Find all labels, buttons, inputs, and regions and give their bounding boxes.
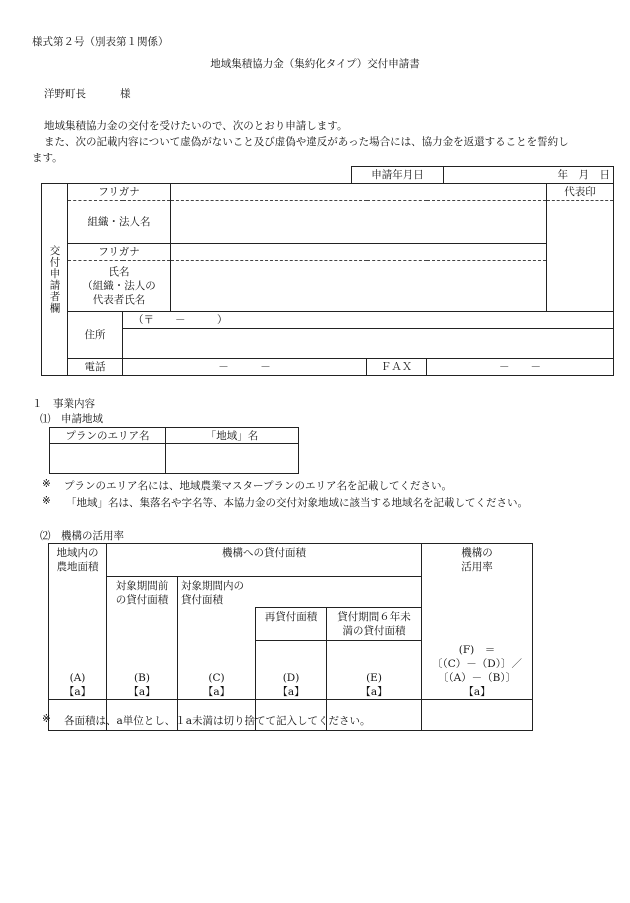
intro-line-3: ます。 [32,152,63,164]
rate-head-line1: 機構の [461,547,493,559]
application-date-table [351,166,614,184]
fax-label: ＦＡＸ [367,359,427,376]
org-name-field[interactable] [171,201,547,244]
subsection1-heading: ⑴ 申請地域 [40,413,103,425]
org-name-label: 組織・法人名 [68,201,171,244]
col-f-formula [422,643,533,700]
postal-code: （〒 － ） [123,312,613,329]
formula-line1: (F) ＝ [458,643,496,656]
area-table-header-region: 「地域」名 [166,428,299,444]
date-label: 申請年月日 [352,167,444,184]
form-number: 様式第２号（別表第１関係） [32,36,169,48]
seal-label: 代表印 [547,184,614,201]
furigana-label: フリガナ [68,184,171,201]
note2: 「地域」名は、集落名や字名等、本協力金の交付対象地域に該当する地域名を記載してください。 [66,497,528,509]
note3: 各面積は、a単位とし、１a未満は切り捨てて記入してください。 [64,715,371,727]
utilization-rate-table [48,543,533,731]
formula-line3: 〔（A）－（B）〕 [437,671,517,684]
note3-mark: ※ [42,713,51,725]
within-spacer [178,608,256,643]
unit-d: 【a】 [277,685,305,698]
intro-line-1: 地域集積協力金の交付を受けたいので、次のとおり申請します。 [44,120,348,132]
unit-a: 【a】 [63,685,92,698]
letter-d: (D) [282,671,300,684]
farmland-line2: 農地面積 [56,561,99,573]
date-field[interactable]: 年 月 日 [444,167,614,184]
name-label-line3: 代表者氏名 [92,294,146,306]
seal-field[interactable] [547,201,614,312]
phone-label: 電話 [68,359,123,376]
letter-b: (B) [134,671,150,684]
subsection2-heading: ⑵ 機構の活用率 [40,530,124,542]
value-f-field[interactable] [422,699,533,730]
area-table-header-plan: プランのエリア名 [50,428,166,444]
col-a-label [49,643,107,700]
farmland-line1: 地域内の [56,547,99,559]
furigana2-label: フリガナ [68,244,171,261]
furigana-field[interactable] [171,184,547,201]
letter-a: (A) [69,671,86,684]
phone-field[interactable]: － － [123,359,367,376]
col-b-label [107,643,178,700]
short-line1: 貸付期間６年未 [337,611,411,623]
name-label [68,261,171,312]
region-name-field[interactable] [166,444,299,474]
address-label: 住所 [68,312,123,359]
within-period-header [178,577,422,608]
note1: プランのエリア名には、地域農業マスタープランのエリア名を記載してください。 [64,480,452,492]
unit-b: 【a】 [128,685,156,698]
intro-line-2: また、次の記載内容について虚偽がないこと及び虚偽や違反があった場合には、協力金を返還することを誓約し [44,136,569,148]
name-field[interactable] [171,261,547,312]
plan-area-field[interactable] [50,444,166,474]
before-line2: の貸付面積 [115,594,169,606]
within-line2: 貸付面積 [181,594,223,606]
unit-e: 【a】 [360,685,388,698]
col-c-label [178,643,256,700]
lending-area-header: 機構への貸付面積 [107,544,422,577]
note1-mark: ※ [42,478,51,490]
name-label-line2: （組織・法人の [82,280,156,292]
note2-mark: ※ [42,495,51,507]
address-field[interactable] [123,312,614,359]
rate-head-line2: 活用率 [461,561,493,573]
farmland-area-header [49,544,107,643]
short-term-header [327,608,422,641]
fax-field[interactable]: － － [427,359,614,376]
name-label-line1: 氏名 [108,266,130,278]
document-title: 地域集積協力金（集約化タイプ）交付申請書 [210,58,420,70]
relend-header: 再貸付面積 [256,608,327,641]
addressee-honorific: 様 [120,88,131,100]
applicant-section-label: 交付申請者欄 [42,184,68,376]
before-period-header [107,577,178,643]
furigana2-field[interactable] [171,244,547,261]
within-line1: 対象期間内の [181,580,244,592]
addressee: 洋野町長 [44,88,86,100]
letter-c: (C) [208,671,225,684]
unit-f: 【a】 [463,685,491,698]
short-line2: 満の貸付面積 [342,625,406,637]
section1-heading: １ 事業内容 [32,398,95,410]
applicant-table [41,183,614,376]
utilization-rate-header [422,544,533,643]
letter-e: (E) [366,671,382,684]
unit-c: 【a】 [202,685,231,698]
formula-line2: 〔（C）－（D）〕／ [432,657,522,670]
before-line1: 対象期間前 [115,580,169,592]
col-d-label [256,643,327,700]
area-table [49,427,299,474]
col-e-label [327,643,422,700]
